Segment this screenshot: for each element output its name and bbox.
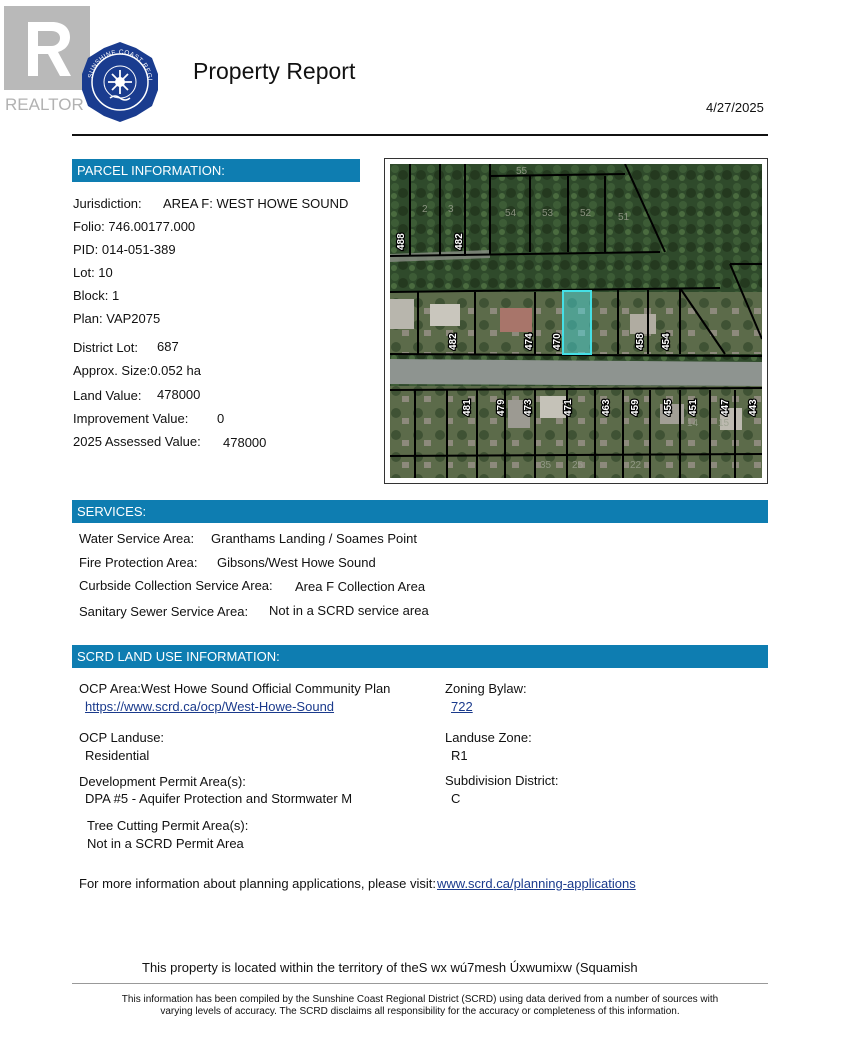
folio: Folio: 746.00177.000 (73, 219, 196, 234)
header-divider (72, 134, 768, 136)
map-lot-22: 22 (630, 460, 642, 471)
landuse-zone-label: Landuse Zone: (445, 730, 532, 745)
page-title: Property Report (193, 58, 356, 84)
assessed-value: 478000 (223, 435, 267, 450)
map-lot-2: 2 (422, 204, 428, 215)
zoning-bylaw-link[interactable]: 722 (451, 699, 473, 714)
territory-acknowledgement: This property is located within the territory of theS wx wú7mesh Úxwumixw (Squamish (142, 960, 638, 975)
map-label-455: 455 (663, 399, 674, 416)
map-lot-35: 35 (540, 460, 552, 471)
map-label-463: 463 (601, 399, 612, 416)
land-value-label: Land Value: (73, 388, 142, 403)
planning-info-text: For more information about planning applications, please visit: (79, 876, 436, 891)
curbside-collection-value: Area F Collection Area (295, 579, 426, 594)
map-lot-52: 52 (580, 208, 592, 219)
footer-divider (72, 983, 768, 984)
ocp-landuse-label: OCP Landuse: (79, 730, 165, 745)
improvement-value: 0 (217, 411, 225, 426)
water-service-label: Water Service Area: (79, 531, 195, 546)
ocp-landuse-value: Residential (85, 748, 150, 763)
tree-cutting-value: Not in a SCRD Permit Area (87, 836, 244, 851)
map-label-459: 459 (630, 399, 641, 416)
plan: Plan: VAP2075 (73, 311, 161, 326)
selected-parcel-highlight (563, 291, 591, 354)
realtor-logo-text: REALTOR (5, 95, 84, 114)
tree-cutting-label: Tree Cutting Permit Area(s): (87, 818, 249, 833)
subdivision-district-value: C (451, 791, 461, 806)
parcel-info-heading: PARCEL INFORMATION: (72, 159, 360, 182)
fire-protection-label: Fire Protection Area: (79, 555, 198, 570)
services-heading: SERVICES: (72, 500, 768, 523)
scrd-logo (78, 40, 162, 124)
zoning-bylaw-label: Zoning Bylaw: (445, 681, 527, 696)
map-label-470: 470 (552, 333, 563, 350)
ocp-area: OCP Area:West Howe Sound Official Community Plan (79, 681, 391, 696)
map-label-447: 447 (720, 399, 731, 416)
aerial-map-image (390, 164, 762, 478)
scrd-seal-text: SUNSHINE COAST REGI (87, 48, 153, 82)
block: Block: 1 (73, 288, 120, 303)
map-label-454: 454 (661, 333, 672, 350)
district-lot-value: 687 (157, 339, 179, 354)
curbside-collection-label: Curbside Collection Service Area: (79, 578, 273, 593)
scrd-seal-icon (78, 40, 162, 124)
water-service-value: Granthams Landing / Soames Point (211, 531, 417, 546)
map-label-482-north: 482 (454, 233, 465, 250)
planning-applications-link[interactable]: www.scrd.ca/planning-applications (437, 876, 636, 891)
land-value: 478000 (157, 387, 201, 402)
approx-size: Approx. Size:0.052 ha (73, 363, 201, 378)
map-lot-51: 51 (618, 212, 630, 223)
assessed-value-label: 2025 Assessed Value: (73, 434, 201, 449)
dpa-value: DPA #5 - Aquifer Protection and Stormwater M (85, 791, 353, 806)
map-label-474: 474 (524, 333, 535, 350)
report-date: 4/27/2025 (706, 100, 764, 115)
map-label-481: 481 (462, 399, 473, 416)
pid: PID: 014-051-389 (73, 242, 176, 257)
map-lot-14: 14 (687, 418, 699, 429)
improvement-value-label: Improvement Value: (73, 411, 189, 426)
dpa-label: Development Permit Area(s): (79, 774, 246, 789)
lot: Lot: 10 (73, 265, 113, 280)
sanitary-sewer-label: Sanitary Sewer Service Area: (79, 604, 249, 619)
map-lot-3: 3 (448, 204, 454, 215)
map-lot-15: 15 (718, 418, 730, 429)
disclaimer-line-2: varying levels of accuracy. The SCRD disclaims all responsibility for the accuracy or completeness of this information. (160, 1006, 680, 1017)
fire-protection-value: Gibsons/West Howe Sound (217, 555, 376, 570)
landuse-zone-value: R1 (451, 748, 468, 763)
parcel-map (384, 158, 768, 484)
map-label-471: 471 (563, 399, 574, 416)
ocp-link[interactable]: https://www.scrd.ca/ocp/West-Howe-Sound (85, 699, 335, 714)
sanitary-sewer-value: Not in a SCRD service area (269, 603, 429, 618)
subdivision-district-label: Subdivision District: (445, 773, 559, 788)
jurisdiction-value: AREA F: WEST HOWE SOUND (163, 196, 349, 211)
map-lot-25: 25 (572, 460, 584, 471)
map-label-473: 473 (523, 399, 534, 416)
map-label-488: 488 (396, 233, 407, 250)
disclaimer (72, 994, 768, 1018)
district-lot-label: District Lot: (73, 340, 139, 355)
map-label-451: 451 (688, 399, 699, 416)
map-label-482: 482 (448, 333, 459, 350)
map-label-479: 479 (496, 399, 507, 416)
map-lot-53: 53 (542, 208, 554, 219)
map-label-443: 443 (748, 399, 759, 416)
map-label-458: 458 (635, 333, 646, 350)
map-lot-55: 55 (516, 166, 528, 177)
map-lot-54: 54 (505, 208, 517, 219)
disclaimer-line-1: This information has been compiled by the Sunshine Coast Regional District (SCRD) using data derived from a number of sources with (121, 994, 719, 1005)
land-use-heading: SCRD LAND USE INFORMATION: (72, 645, 768, 668)
jurisdiction-label: Jurisdiction: (73, 196, 142, 211)
